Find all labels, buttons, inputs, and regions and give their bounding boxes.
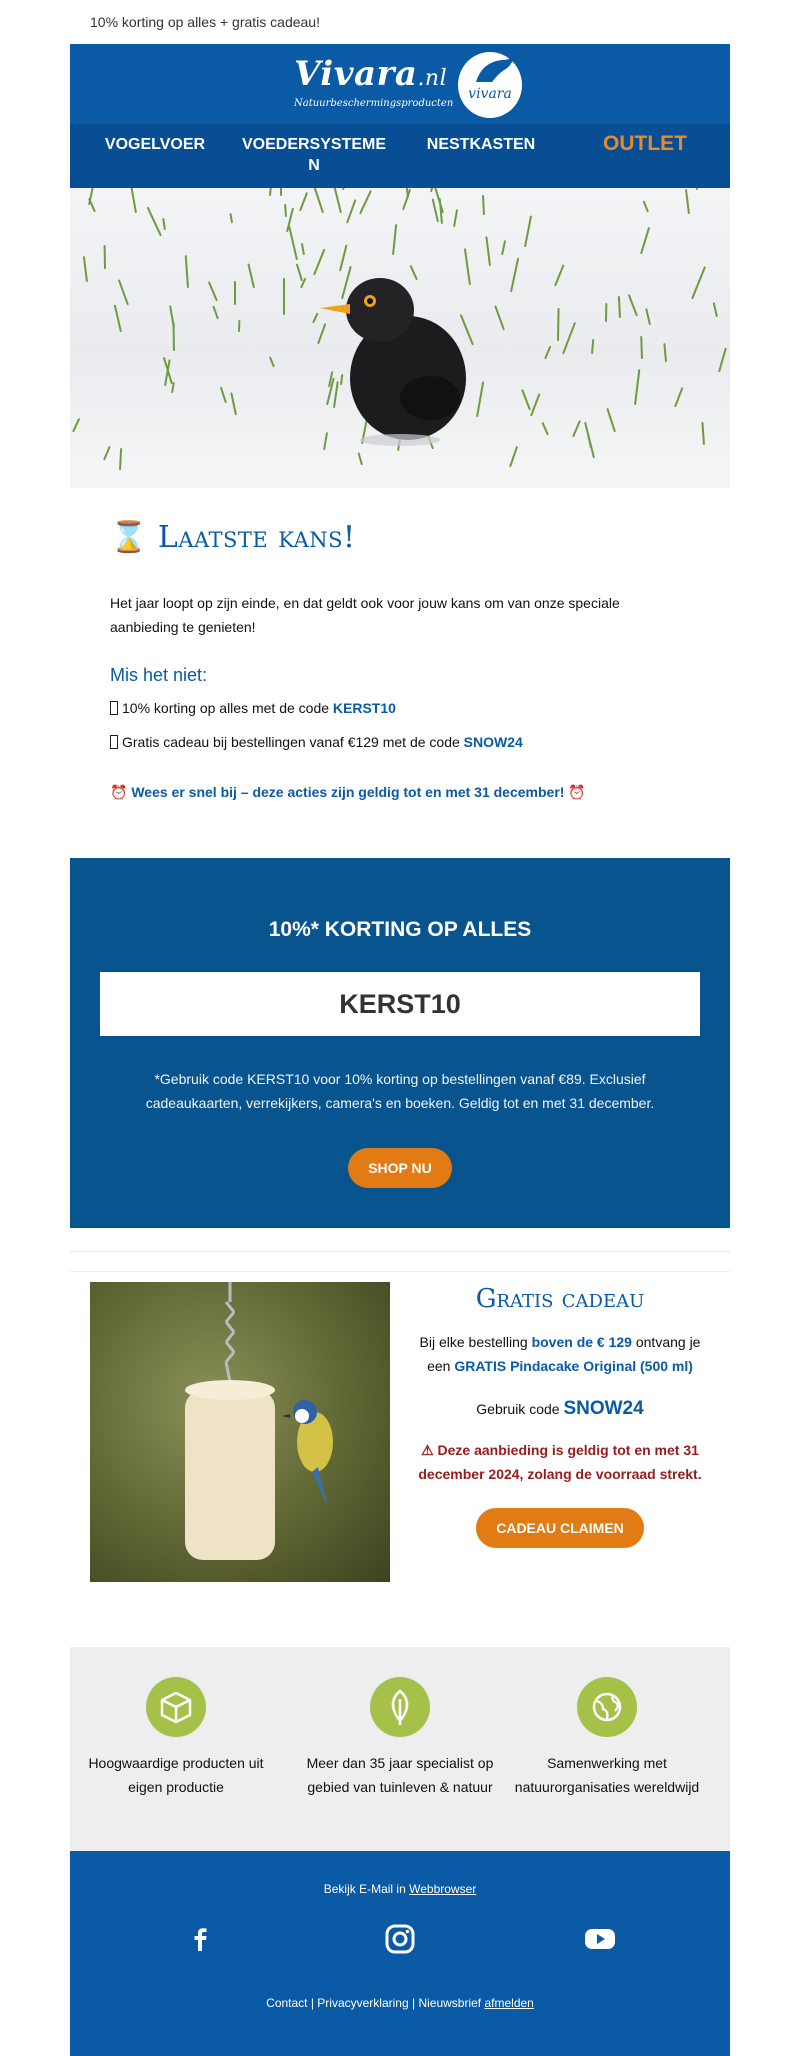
grass-blade: [83, 256, 88, 282]
logo-badge-text: vivara: [458, 86, 522, 102]
grass-blade: [643, 200, 649, 212]
grass-blade: [359, 190, 372, 214]
product-image-pindacake-feeder[interactable]: [90, 1282, 390, 1582]
shop-now-button[interactable]: SHOP NU: [348, 1148, 452, 1188]
grass-blade: [296, 263, 303, 281]
grass-blade: [119, 448, 122, 470]
grass-blade: [212, 306, 219, 320]
grass-blade: [280, 188, 282, 196]
grass-blade: [312, 313, 318, 324]
grass-blade: [541, 422, 549, 436]
section-divider: [70, 1271, 730, 1272]
grass-blade: [509, 446, 518, 467]
hourglass-icon: ⌛: [110, 520, 148, 555]
grass-blade: [130, 188, 137, 213]
pindacake-with-bluetit-illustration: [90, 1282, 390, 1582]
grass-blade: [269, 356, 275, 367]
grass-blade: [562, 322, 576, 354]
grass-blade: [694, 188, 698, 190]
grass-blade: [494, 305, 505, 330]
grass-blade: [453, 209, 458, 227]
nav-item-outlet[interactable]: OUTLET: [580, 133, 710, 154]
instagram-icon[interactable]: [382, 1921, 418, 1957]
grass-blade: [342, 188, 349, 190]
logo-wordmark: Vivara.nl: [294, 54, 447, 94]
grass-blade: [501, 240, 506, 255]
usp-item: [507, 1677, 707, 1799]
gift-code-line: Gebruik code SNOW24: [410, 1398, 710, 1420]
preheader-text: 10% korting op alles + gratis cadeau!: [90, 14, 320, 30]
grass-blade: [220, 387, 227, 404]
promo-terms: *Gebruik code KERST10 voor 10% korting op bestellingen vanaf €89. Exclusief cadeaukaarten, verrekijkers, camera's en boeken. Geldig tot en met 31 december.: [130, 1067, 670, 1115]
grass-blade: [587, 434, 592, 448]
grass-blade: [288, 226, 298, 261]
grass-blade: [605, 303, 607, 322]
usp-section: [70, 1647, 730, 1852]
nav-item-voedersystemen[interactable]: VOEDERSYSTEMEN: [238, 134, 390, 176]
warning-icon: ⚠: [421, 1442, 434, 1458]
grass-blade: [510, 258, 519, 293]
webbrowser-link[interactable]: Webbrowser: [409, 1882, 476, 1896]
logo-tagline: Natuurbeschermingsproducten: [294, 98, 453, 109]
nav-item-nestkasten[interactable]: NESTKASTEN: [416, 134, 546, 155]
checkbox-icon: [110, 735, 118, 749]
grass-blade: [628, 294, 638, 316]
alarm-icon: ⏰: [568, 784, 585, 800]
promo-title: 10%* KORTING OP ALLES: [70, 918, 730, 942]
grass-blade: [618, 296, 621, 318]
logo-bird-badge: [458, 52, 522, 118]
grass-blade: [691, 266, 706, 299]
grass-blade: [634, 369, 640, 405]
grass-blade: [72, 418, 80, 432]
usp-text: Hoogwaardige producten uit eigen productie: [76, 1751, 276, 1799]
grass-blade: [103, 446, 111, 461]
grass-blade: [269, 188, 272, 196]
youtube-icon[interactable]: [582, 1921, 618, 1957]
grass-blade: [482, 195, 485, 215]
grass-blade: [247, 263, 255, 288]
grass-blade: [357, 452, 363, 465]
grass-blade: [299, 192, 308, 211]
grass-blade: [162, 218, 166, 230]
usp-text: Samenwerking met natuurorganisaties wereldwijd: [507, 1751, 707, 1799]
usp-item: [300, 1677, 500, 1799]
grass-blade: [234, 281, 236, 305]
grass-blade: [392, 224, 397, 255]
discount-promo-block: [70, 858, 730, 1228]
grass-blade: [114, 304, 122, 332]
usp-item: [76, 1677, 276, 1799]
gift-description: Bij elke bestelling boven de € 129 ontvang je een GRATIS Pindacake Original (500 ml): [410, 1330, 710, 1378]
grass-blade: [640, 336, 643, 359]
gift-section: [410, 1282, 710, 1548]
email-footer: [70, 1851, 730, 2056]
grass-blade: [557, 308, 560, 341]
main-navigation: [70, 124, 730, 188]
gift-title: Gratis cadeau: [410, 1284, 710, 1314]
grass-blade: [606, 408, 616, 432]
offer-bullet-gift: Gratis cadeau bij bestellingen vanaf €129 met de code SNOW24: [110, 734, 690, 750]
grass-blade: [685, 189, 690, 214]
grass-blade: [718, 348, 727, 373]
grass-blade: [521, 389, 531, 410]
grass-blade: [230, 392, 237, 415]
validity-notice: ⏰ Wees er snel bij – deze acties zijn geldig tot en met 31 december! ⏰: [110, 784, 690, 801]
grass-blade: [208, 281, 218, 301]
grass-blade: [645, 308, 651, 325]
box-icon: [146, 1677, 206, 1737]
offer-bullet-discount: 10% korting op alles met de code KERST10: [110, 700, 690, 716]
checkbox-icon: [110, 701, 118, 715]
grass-blade: [663, 343, 667, 362]
grass-blade: [147, 207, 162, 237]
globe-icon: [577, 1677, 637, 1737]
grass-blade: [591, 339, 594, 354]
grass-blade: [524, 215, 532, 247]
grass-blade: [346, 199, 356, 223]
blackbird-illustration: [320, 268, 470, 448]
intro-title: ⌛ Laatste kans!: [110, 520, 690, 555]
grass-blade: [301, 243, 305, 255]
grass-blade: [118, 279, 129, 305]
grass-blade: [701, 422, 705, 445]
claim-gift-button[interactable]: CADEAU CLAIMEN: [476, 1508, 644, 1548]
usp-text: Meer dan 35 jaar specialist op gebied van tuinleven & natuur: [300, 1751, 500, 1799]
section-divider: [70, 1251, 730, 1252]
view-in-browser-line: Bekijk E-Mail in Webbrowser: [70, 1882, 730, 1896]
grass-blade: [554, 264, 564, 286]
grass-blade: [572, 420, 581, 437]
grass-blade: [238, 320, 240, 332]
nav-item-vogelvoer[interactable]: VOGELVOER: [90, 134, 220, 155]
grass-blade: [284, 204, 287, 217]
intro-paragraph: Het jaar loopt op zijn einde, en dat geldt ook voor jouw kans om van onze speciale aanbieding te genieten!: [110, 591, 690, 639]
footer-links: Contact | Privacyverklaring | Nieuwsbrief afmelden: [70, 1996, 730, 2010]
grass-blade: [185, 255, 189, 288]
grass-blade: [314, 188, 324, 213]
grass-blade: [674, 387, 683, 407]
grass-blade: [544, 346, 551, 360]
miss-heading: Mis het niet:: [110, 665, 690, 686]
grass-blade: [283, 278, 285, 315]
intro-section: [70, 520, 730, 801]
grass-blade: [171, 382, 175, 393]
grass-blade: [104, 245, 106, 269]
hero-image-blackbird-in-snow: [70, 188, 730, 488]
grass-blade: [485, 236, 491, 266]
leaf-icon: [370, 1677, 430, 1737]
discount-code-box: KERST10: [100, 972, 700, 1036]
grass-blade: [640, 227, 650, 254]
grass-blade: [332, 188, 342, 213]
grass-blade: [713, 302, 718, 317]
gift-validity-warning: ⚠ Deze aanbieding is geldig tot en met 31 december 2024, zolang de voorraad strekt.: [410, 1438, 710, 1486]
vivara-logo[interactable]: [294, 52, 534, 118]
grass-blade: [476, 381, 484, 417]
facebook-icon[interactable]: [182, 1921, 218, 1957]
grass-blade: [530, 393, 540, 416]
unsubscribe-link[interactable]: afmelden: [484, 1996, 533, 2010]
alarm-icon: ⏰: [110, 784, 127, 800]
grass-blade: [229, 213, 233, 223]
email-header: [70, 44, 730, 124]
